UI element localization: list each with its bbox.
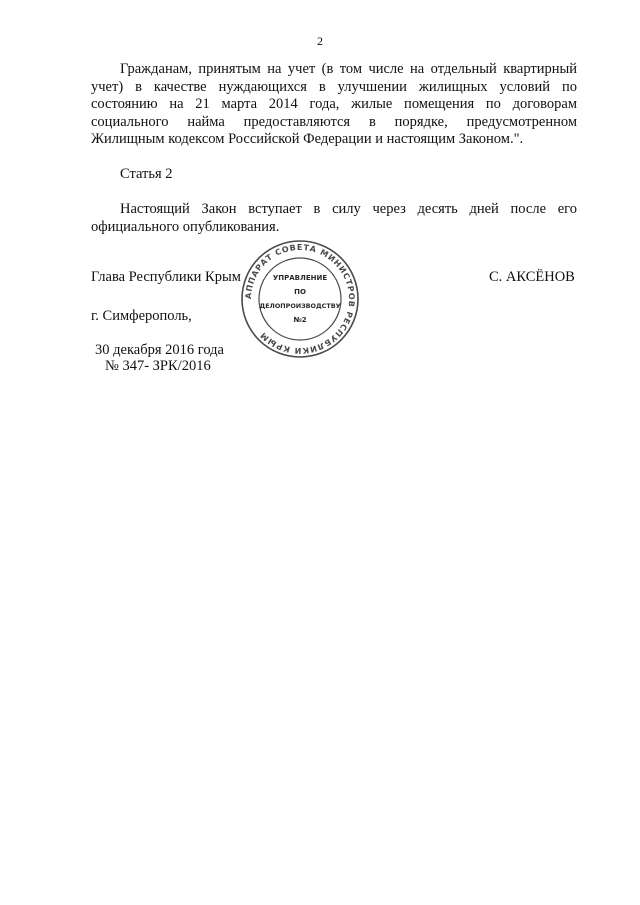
official-stamp [239, 238, 361, 360]
stamp-ring-text: АППАРАТ СОВЕТА МИНИСТРОВ РЕСПУБЛИКИ КРЫМ [243, 242, 357, 356]
paragraph-housing-provision: Гражданам, принятым на учет (в том числе на отдельный квартирный учет) в качестве нуждающихся в улучшении жилищных условий по состоянию на 21 марта 2014 года, жилые помещения по договорам социального найма предоставляются в порядке, предусмотренном Жилищным кодексом Российской Федерации и настоящим Законом.". [91, 61, 577, 147]
signatory-name: С. АКСЁНОВ [489, 269, 575, 285]
paragraph-entry-into-force: Настоящий Закон вступает в силу через десять дней после его официального опубликования. [91, 201, 577, 235]
signatory-title: Глава Республики Крым [91, 269, 241, 285]
stamp-line-3: ДЕЛОПРОИЗВОДСТВУ [259, 302, 341, 310]
stamp-line-2: ПО [294, 288, 306, 296]
article-heading: Статья 2 [120, 166, 173, 182]
stamp-line-4: №2 [293, 316, 307, 324]
city: г. Симферополь, [91, 308, 192, 324]
date: 30 декабря 2016 года [95, 342, 224, 358]
stamp-inner-ring [259, 258, 341, 340]
stamp-line-1: УПРАВЛЕНИЕ [272, 274, 328, 282]
svg-text:АППАРАТ СОВЕТА МИНИСТРОВ РЕСПУ [244, 243, 356, 355]
page-number: 2 [317, 34, 323, 48]
law-number: № 347- ЗРК/2016 [105, 358, 211, 374]
